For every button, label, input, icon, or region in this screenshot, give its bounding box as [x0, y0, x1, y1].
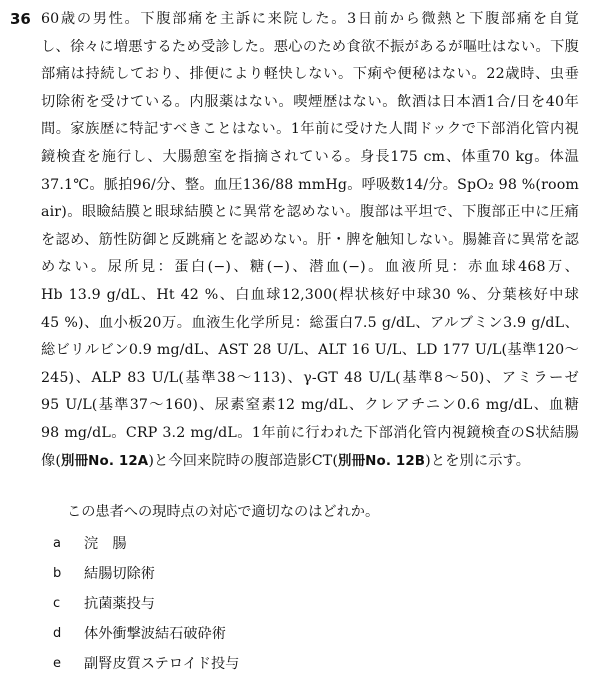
- option-text: 抗菌薬投与: [84, 596, 155, 612]
- option-letter: b: [53, 565, 62, 581]
- text-fragment: )とを別に示す。: [425, 452, 531, 469]
- case-line: 間。家族歴に特記すべきことはない。1年前に受けた人間ドックで下部消化管内視: [41, 121, 579, 138]
- option-letter: c: [53, 595, 61, 611]
- appendix-ref-12b: 別冊No. 12B: [338, 453, 426, 469]
- option-c[interactable]: [53, 588, 239, 618]
- case-line: 総ビリルビン0.9 mg/dL、AST 28 U/L、ALT 16 U/L、LD 177 U/L(基準120〜: [41, 342, 579, 359]
- case-line: air)。眼瞼結膜と眼球結膜とに異常を認めない。腹部は平坦で、下腹部正中に圧痛: [41, 204, 579, 221]
- option-text: 浣 腸: [84, 536, 127, 552]
- option-text: 体外衝撃波結石破砕術: [84, 626, 226, 642]
- option-a[interactable]: [53, 528, 239, 558]
- case-line: 切除術を受けている。内服薬はない。喫煙歴はない。飲酒は日本酒1合/日を40年: [41, 93, 579, 110]
- case-line: めない。尿所見：蛋白(−)、糖(−)、潜血(−)。血液所見：赤血球468万、: [41, 259, 579, 276]
- case-line: 鏡検査を施行し、大腸憩室を指摘されている。身長175 cm、体重70 kg。体温: [41, 148, 579, 165]
- text-fragment: )と今回来院時の腹部造影CT(: [148, 452, 339, 469]
- option-b[interactable]: [53, 558, 239, 588]
- text-fragment: 像(: [41, 452, 62, 469]
- option-letter: d: [53, 625, 62, 641]
- question-prompt: この患者への現時点の対応で適切なのはどれか。: [67, 504, 380, 520]
- option-text: 結腸切除術: [84, 566, 155, 582]
- option-e[interactable]: [53, 648, 239, 678]
- case-description: [41, 6, 579, 475]
- case-line: 37.1℃。脈拍96/分、整。血圧136/88 mmHg。呼吸数14/分。SpO₂ 98 %(room: [41, 176, 579, 193]
- case-line: 60歳の男性。下腹部痛を主訴に来院した。3日前から微熱と下腹部痛を自覚: [41, 11, 579, 27]
- option-letter: a: [53, 535, 61, 551]
- case-line: 245)、ALP 83 U/L(基準38〜113)、γ-GT 48 U/L(基準8〜50)、アミラーゼ: [41, 369, 579, 386]
- case-line: を認め、筋性防御と反跳痛とを認めない。肝・脾を触知しない。腸雑音に異常を認: [41, 231, 579, 248]
- option-d[interactable]: [53, 618, 239, 648]
- question-number: 36: [10, 10, 31, 28]
- case-line: し、徐々に増悪するため受診した。悪心のため食欲不振があるが嘔吐はない。下腹: [41, 38, 579, 55]
- option-letter: e: [53, 655, 61, 671]
- answer-options: [53, 528, 239, 678]
- case-line: Hb 13.9 g/dL、Ht 42 %、白血球12,300(桿状核好中球30 %、分葉核好中球: [41, 286, 579, 303]
- case-line: 95 U/L(基準37〜160)、尿素窒素12 mg/dL、クレアチニン0.6 mg/dL、血糖: [41, 397, 579, 414]
- case-line: 部痛は持続しており、排便により軽快しない。下痢や便秘はない。22歳時、虫垂: [41, 66, 579, 83]
- case-line: 98 mg/dL。CRP 3.2 mg/dL。1年前に行われた下部消化管内視鏡検査のS状結腸: [41, 424, 579, 441]
- appendix-ref-12a: 別冊No. 12A: [61, 453, 149, 469]
- option-text: 副腎皮質ステロイド投与: [84, 656, 240, 672]
- case-line: 45 %)、血小板20万。血液生化学所見：総蛋白7.5 g/dL、アルブミン3.9 g/dL、: [41, 314, 579, 331]
- case-line-image-reference: [41, 448, 579, 476]
